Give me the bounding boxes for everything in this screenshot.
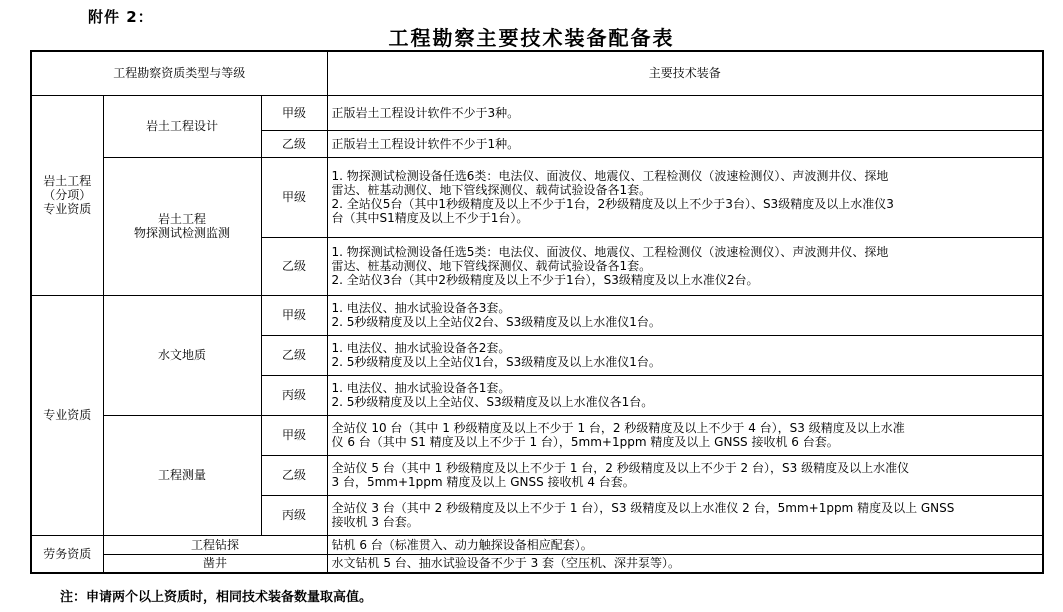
equip-design-jia: 正版岩土工程设计软件不少于3种。	[327, 95, 1043, 130]
grade-cell: 甲级	[261, 95, 327, 130]
equip-survey-jia: 1. 物探测试检测设备任选6类：电法仪、面波仪、地震仪、工程检测仪（波速检测仪）、声波测井仪、探地 雷达、桩基动测仪、地下管线探测仪、载荷试验设备各1套。 2. 全站仪5台（其中1秒级精度及以上不少于1台，2秒级精度及以上不少于3台）、S3级精度及以上水准仪3 台（其中S1精度及以上不少于1台）。	[327, 157, 1043, 237]
equip-hydro-bing: 1. 电法仪、抽水试验设备各1套。 2. 5秒级精度及以上全站仪、S3级精度及以上水准仪各1台。	[327, 375, 1043, 415]
footnote: 注：申请两个以上资质时，相同技术装备数量取高值。	[60, 590, 373, 605]
equip-hydro-yi: 1. 电法仪、抽水试验设备各2套。 2. 5秒级精度及以上全站仪1台，S3级精度及以上水准仪1台。	[327, 335, 1043, 375]
subcat-geo-design: 岩土工程设计	[103, 95, 261, 157]
equip-drilling: 钻机 6 台（标准贯入、动力触探设备相应配套）。	[327, 535, 1043, 554]
equip-surv-yi: 全站仪 5 台（其中 1 秒级精度及以上不少于 1 台，2 秒级精度及以上不少于 2 台），S3 级精度及以上水准仪 3 台，5mm+1ppm 精度及以上 GNSS 接收机 4 台套。	[327, 455, 1043, 495]
table-row	[31, 95, 1043, 130]
grade-cell: 甲级	[261, 157, 327, 237]
grade-cell: 乙级	[261, 455, 327, 495]
grade-cell: 乙级	[261, 237, 327, 295]
group-geo: 岩土工程 （分项） 专业资质	[31, 95, 103, 295]
grade-cell: 乙级	[261, 335, 327, 375]
grade-cell: 甲级	[261, 295, 327, 335]
table-row	[31, 535, 1043, 554]
subcat-drilling: 工程钻探	[103, 535, 327, 554]
group-pro: 专业资质	[31, 295, 103, 535]
subcat-geo-survey: 岩土工程 物探测试检测监测	[103, 157, 261, 295]
group-labor: 劳务资质	[31, 535, 103, 573]
table-header-row	[31, 51, 1043, 95]
equipment-table	[30, 50, 1044, 574]
grade-cell: 丙级	[261, 495, 327, 535]
equip-survey-yi: 1. 物探测试检测设备任选5类：电法仪、面波仪、地震仪、工程检测仪（波速检测仪）、声波测井仪、探地 雷达、桩基动测仪、地下管线探测仪、载荷试验设备各1套。 2. 全站仪3台（其中2秒级精度及以上不少于1台），S3级精度及以上水准仪2台。	[327, 237, 1043, 295]
table-row	[31, 295, 1043, 335]
col-header-qualification: 工程勘察资质类型与等级	[31, 51, 327, 95]
equip-surv-bing: 全站仪 3 台（其中 2 秒级精度及以上不少于 1 台），S3 级精度及以上水准仪 2 台，5mm+1ppm 精度及以上 GNSS 接收机 3 台套。	[327, 495, 1043, 535]
col-header-equipment: 主要技术装备	[327, 51, 1043, 95]
equip-hydro-jia: 1. 电法仪、抽水试验设备各3套。 2. 5秒级精度及以上全站仪2台、S3级精度及以上水准仪1台。	[327, 295, 1043, 335]
subcat-surveying: 工程测量	[103, 415, 261, 535]
attachment-label: 附件 2：	[88, 8, 154, 26]
subcat-hydro: 水文地质	[103, 295, 261, 415]
equip-design-yi: 正版岩土工程设计软件不少于1种。	[327, 130, 1043, 157]
subcat-well: 凿井	[103, 554, 327, 573]
equip-surv-jia: 全站仪 10 台（其中 1 秒级精度及以上不少于 1 台，2 秒级精度及以上不少于 4 台），S3 级精度及以上水准 仪 6 台（其中 S1 精度及以上不少于 1 台），5mm+1ppm 精度及以上 GNSS 接收机 6 台套。	[327, 415, 1043, 455]
grade-cell: 乙级	[261, 130, 327, 157]
grade-cell: 丙级	[261, 375, 327, 415]
table-row	[31, 157, 1043, 237]
table-row	[31, 554, 1043, 573]
table-row	[31, 415, 1043, 455]
page-title: 工程勘察主要技术装备配备表	[388, 26, 675, 50]
grade-cell: 甲级	[261, 415, 327, 455]
equip-well: 水文钻机 5 台、抽水试验设备不少于 3 套（空压机、深井泵等）。	[327, 554, 1043, 573]
